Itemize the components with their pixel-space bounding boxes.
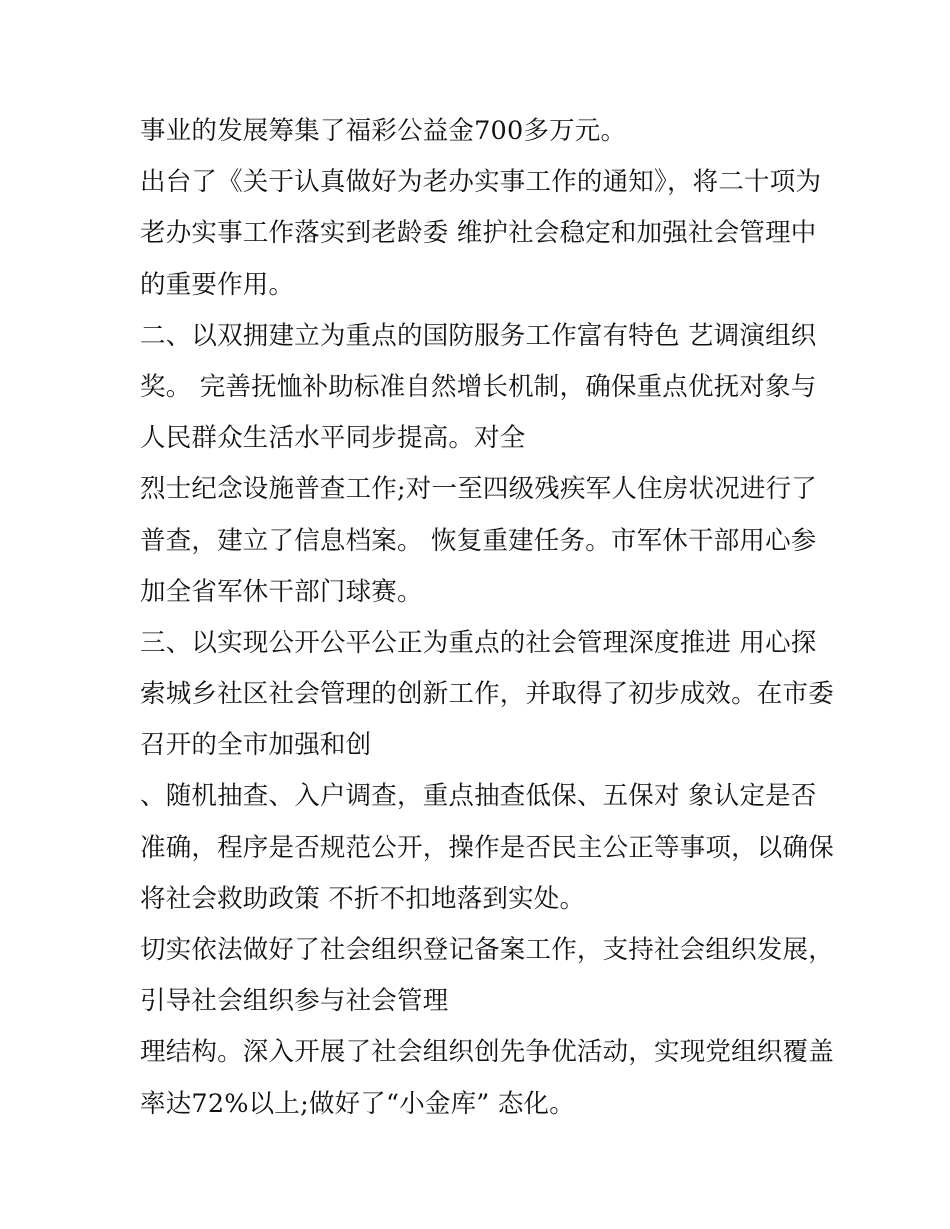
- text-line: 人民群众生活水平同步提高。对全: [140, 423, 526, 454]
- text-line: 索城乡社区社会管理的创新工作，并取得了初步成效。在市委: [140, 679, 834, 710]
- text-line: 三、以实现公开公平公正为重点的社会管理深度推进 用心探: [140, 627, 817, 658]
- text-line: 理结构。深入开展了社会组织创先争优活动，实现党组织覆盖: [140, 1037, 834, 1068]
- text-line: 切实依法做好了社会组织登记备案工作，支持社会组织发展，: [140, 935, 834, 965]
- text-line: 率达72%以上;做好了“小金库” 态化。: [140, 1088, 575, 1119]
- text-line: 事业的发展筹集了福彩公益金700多万元。: [140, 116, 627, 146]
- text-line: 的重要作用。: [140, 269, 295, 300]
- text-line: 、随机抽查、入户调查，重点抽查低保、五保对 象认定是否: [140, 781, 817, 812]
- text-line: 出台了《关于认真做好为老办实事工作的通知》，将二十项为: [140, 167, 822, 198]
- text-line: 奖。 完善抚恤补助标准自然增长机制，确保重点优抚对象与: [140, 371, 817, 402]
- text-line: 老办实事工作落实到老龄委 维护社会稳定和加强社会管理中: [140, 218, 817, 249]
- text-line: 二、以双拥建立为重点的国防服务工作富有特色 艺调演组织: [140, 320, 817, 351]
- text-line: 将社会救助政策 不折不扣地落到实处。: [140, 883, 586, 914]
- text-line: 准确，程序是否规范公开，操作是否民主公正等事项，以确保: [140, 832, 834, 863]
- text-line: 引导社会组织参与社会管理: [140, 986, 449, 1017]
- text-line: 普查，建立了信息档案。 恢复重建任务。市军休干部用心参: [140, 525, 817, 556]
- document-body: [140, 106, 834, 1130]
- text-line: 烈士纪念设施普查工作;对一至四级残疾军人住房状况进行了: [140, 474, 817, 505]
- text-line: 召开的全市加强和创: [140, 730, 372, 761]
- text-line: 加全省军休干部门球赛。: [140, 576, 423, 607]
